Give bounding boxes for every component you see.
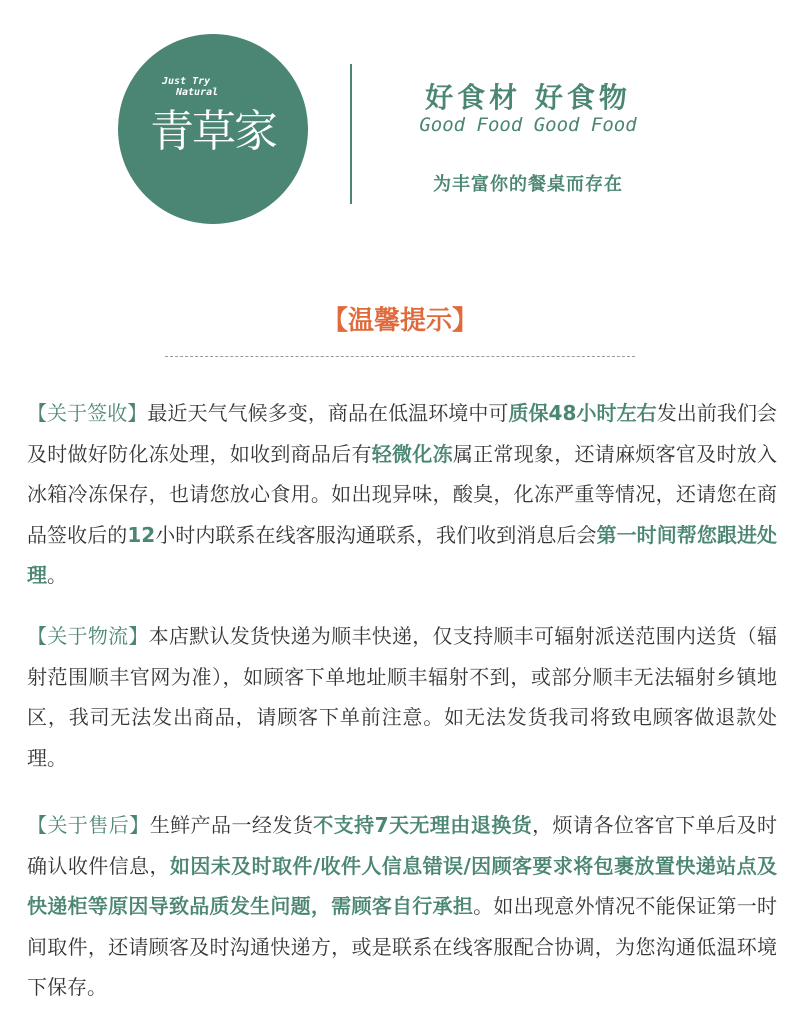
section-after-sales-highlight: 不支持7天无理由退换货 xyxy=(313,813,533,837)
section-logistics xyxy=(27,616,777,778)
logo-tagline xyxy=(162,76,252,98)
brand-header xyxy=(0,0,800,240)
section-after-sales-text: 生鲜产品一经发货 xyxy=(149,813,314,837)
section-receipt-text: 发出前我们会及时做好防化冻处理，如收到商品后有 xyxy=(27,401,778,466)
slogan-english: Good Food Good Food xyxy=(419,114,637,136)
section-receipt-highlight: 12 xyxy=(127,522,156,547)
section-receipt-text: 。 xyxy=(47,563,67,587)
section-after-sales-highlight: 如因未及时取件/收件人信息错误/因顾客要求将包裹放置快递站点及快递柜等原因导致品质发生问题，需顾客自行承担 xyxy=(27,853,778,918)
section-receipt-text: 最近天气气候多变，商品在低温环境中可 xyxy=(147,401,509,425)
section-receipt-tag: 【关于签收】 xyxy=(27,401,148,425)
section-receipt-highlight: 第一时间帮您跟进处理 xyxy=(27,522,778,587)
title-dashed-divider xyxy=(165,356,635,357)
logo-tagline-line2: Natural xyxy=(176,87,219,98)
brand-mission: 为丰富你的餐桌而存在 xyxy=(433,174,623,195)
logo-tagline-line1: Just Try xyxy=(162,76,211,87)
notice-title: 【温馨提示】 xyxy=(321,306,478,336)
logo-brand-name: 青草家 xyxy=(150,106,276,157)
section-logistics-tag: 【关于物流】 xyxy=(27,624,149,648)
section-after-sales-text: 。如出现意外情况不能保证第一时间取件，还请顾客及时沟通快递方，或是联系在线客服配合协调，为您沟通低温环境下保存。 xyxy=(27,894,778,999)
brand-logo xyxy=(118,34,308,224)
section-receipt-highlight: 轻微化冻 xyxy=(371,441,453,466)
section-after-sales-tag: 【关于售后】 xyxy=(27,813,150,837)
section-after-sales-text: ，烦请各位客官下单后及时确认收件信息， xyxy=(27,813,778,878)
slogan-chinese: 好食材 好食物 xyxy=(425,81,631,114)
section-after-sales xyxy=(27,805,777,1008)
section-receipt-text: 小时内联系在线客服沟通联系，我们收到消息后会 xyxy=(155,522,597,547)
section-receipt-highlight: 质保48小时左右 xyxy=(508,401,657,425)
section-receipt xyxy=(27,393,777,596)
section-logistics-text: 本店默认发货快递为顺丰快递，仅支持顺丰可辐射派送范围内送货（辐射范围顺丰官网为准），如顾客下单地址顺丰辐射不到，或部分顺丰无法辐射乡镇地区，我司无法发出商品，请顾客下单前注意。如无法发货我司将致电顾客做退款处理。 xyxy=(27,624,778,770)
section-receipt-text: 属正常现象，还请麻烦客官及时放入冰箱冷冻保存，也请您放心食用。如出现异味，酸臭，化冻严重等情况，还请您在商品签收后的 xyxy=(27,441,778,547)
